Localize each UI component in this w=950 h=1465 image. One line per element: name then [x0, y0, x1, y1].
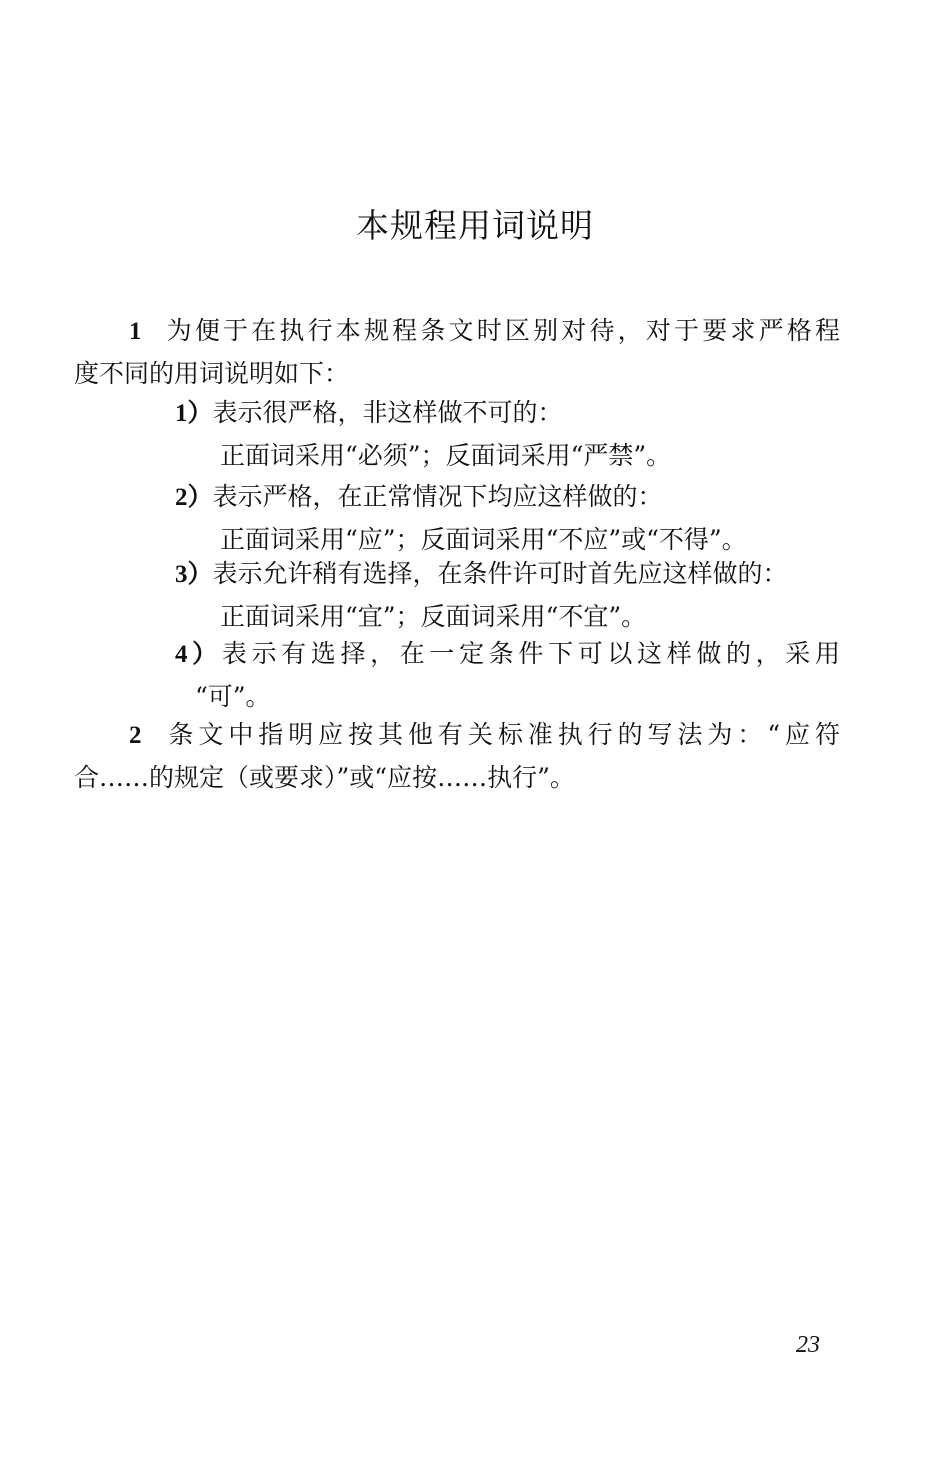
clause-2-number: 2 — [129, 722, 142, 749]
list-item — [175, 392, 840, 477]
item-number: 3） — [175, 561, 213, 588]
clause-1-continuation: 度不同的用词说明如下： — [74, 359, 350, 388]
list-item — [175, 633, 840, 718]
page-title: 本规程用词说明 — [356, 206, 594, 245]
clause-2 — [74, 714, 840, 799]
item-subtext: “可”。 — [195, 682, 271, 711]
page-number: 23 — [796, 1332, 820, 1358]
item-text: 表示严格，在正常情况下均应这样做的： — [212, 482, 663, 511]
item-subtext: 正面词采用“应”；反面词采用“不应”或“不得”。 — [220, 525, 747, 554]
item-text: 表示允许稍有选择，在条件许可时首先应这样做的： — [212, 559, 788, 588]
list-item — [175, 553, 840, 638]
item-number: 4） — [175, 641, 222, 668]
item-number: 1） — [175, 400, 213, 427]
item-subtext: 正面词采用“宜”；反面词采用“不宜”。 — [220, 602, 647, 631]
clause-2-continuation: 合……的规定（或要求）”或“应按……执行”。 — [74, 763, 575, 792]
clause-1-text: 为便于在执行本规程条文时区别对待，对于要求严格程 — [163, 316, 840, 345]
clause-2-first-line — [74, 714, 840, 757]
item-subtext: 正面词采用“必须”；反面词采用“严禁”。 — [220, 441, 672, 470]
clause-1-number: 1 — [129, 318, 142, 345]
clause-1 — [74, 310, 840, 395]
clause-2-text: 条文中指明应按其他有关标准执行的写法为：“应符 — [163, 720, 840, 749]
item-number: 2） — [175, 484, 213, 511]
item-text: 表示有选择，在一定条件下可以这样做的，采用 — [221, 639, 840, 668]
item-text: 表示很严格，非这样做不可的： — [212, 398, 563, 427]
clause-1-first-line — [74, 310, 840, 353]
list-item — [175, 476, 840, 561]
